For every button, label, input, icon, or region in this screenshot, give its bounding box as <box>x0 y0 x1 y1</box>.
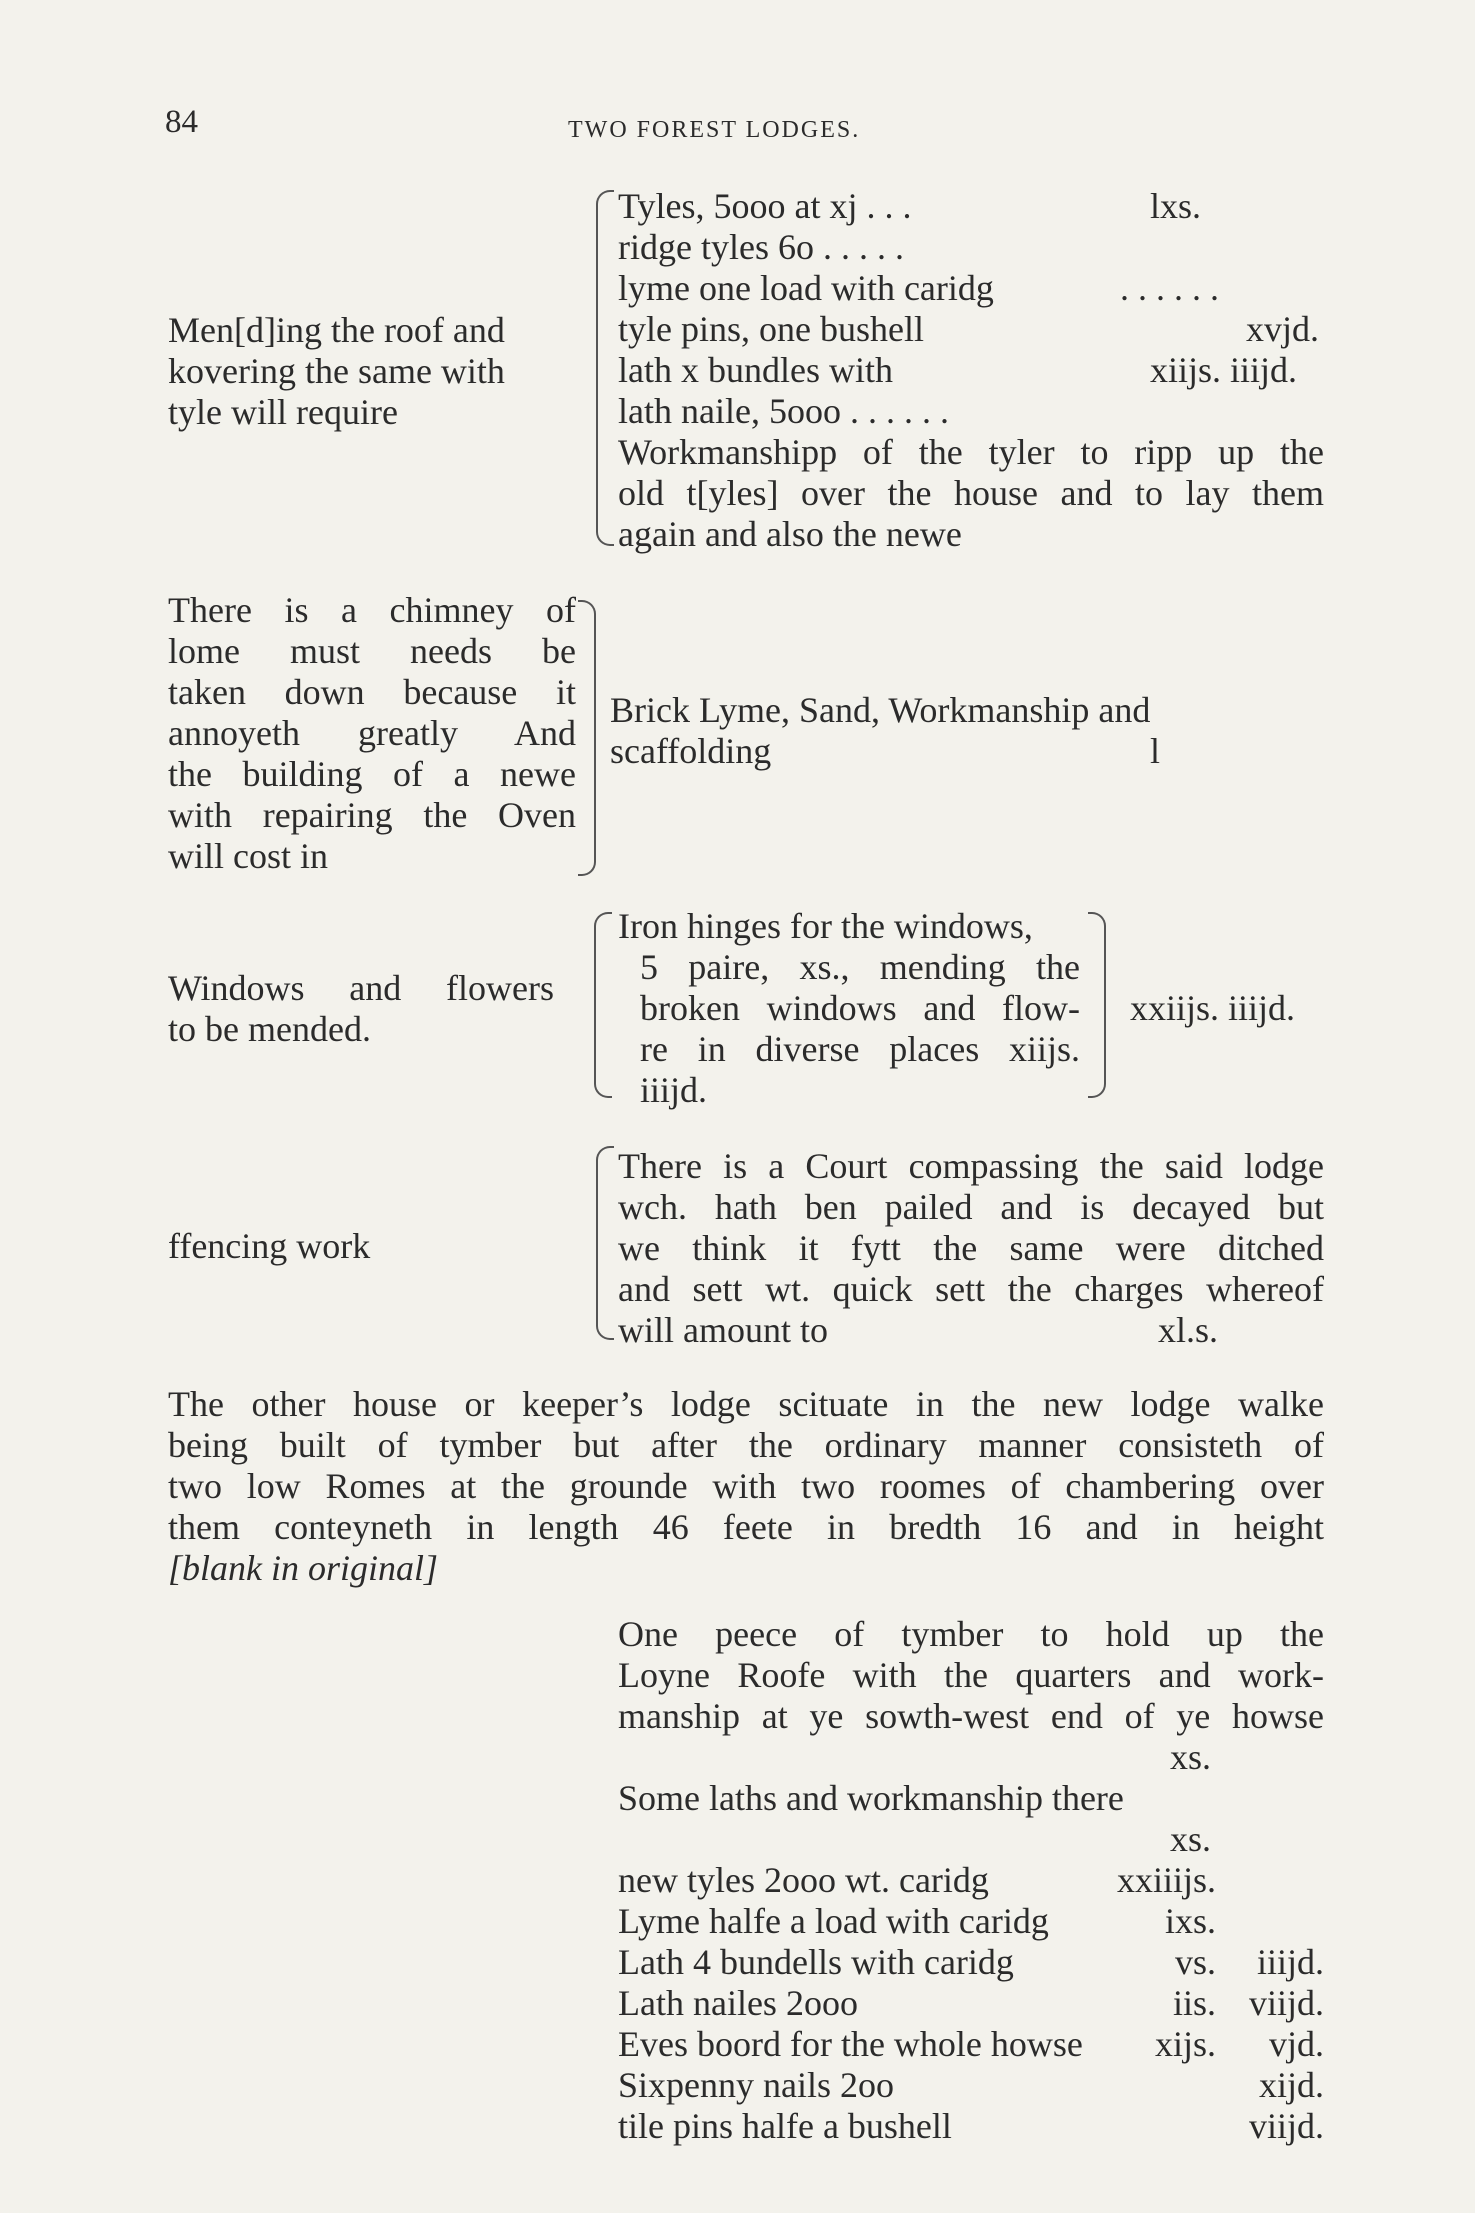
item-text: broken windows and flow- <box>640 988 1080 1028</box>
label-line: annoyeth greatly And <box>168 713 576 753</box>
label-line: taken down because it <box>168 672 576 712</box>
ledger-item: Eves boord for the whole howse <box>618 2024 1083 2064</box>
ledger-pence: iiijd. <box>1256 1942 1324 1982</box>
ledger-pence: xijd. <box>1258 2065 1324 2105</box>
label-line: will cost in <box>168 836 328 876</box>
item-text: Iron hinges for the windows, <box>618 906 1033 946</box>
label-line: Windows and flowers <box>168 968 554 1008</box>
note-line: again and also the newe <box>618 514 962 554</box>
item-text: lath x bundles with <box>618 350 893 390</box>
item-text: re in diverse places xiijs. <box>640 1029 1080 1069</box>
item-text: will amount to <box>618 1310 828 1350</box>
ledger-shillings: iis. <box>1172 1983 1216 2023</box>
item-text: Tyles, 5ooo at xj . . . <box>618 186 912 226</box>
ledger-item: Sixpenny nails 2oo <box>618 2065 894 2105</box>
paragraph-line: two low Romes at the grounde with two roomes of chambering over <box>168 1466 1324 1506</box>
label-line: There is a chimney of <box>168 590 576 630</box>
running-title: TWO FOREST LODGES. <box>568 117 861 143</box>
desc-line: manship at ye sowth-west end of ye howse <box>618 1696 1324 1736</box>
label-line: kovering the same with <box>168 351 505 391</box>
ledger-pence: viijd. <box>1248 1983 1324 2023</box>
item-amount: l <box>1150 731 1161 771</box>
label-line: tyle will require <box>168 392 398 432</box>
item-amount: xiijs. iiijd. <box>1150 350 1298 390</box>
item-text: 5 paire, xs., mending the <box>640 947 1080 987</box>
item-text: iiijd. <box>640 1070 708 1110</box>
desc-line: One peece of tymber to hold up the <box>618 1614 1324 1654</box>
editorial-note: [blank in original] <box>168 1548 439 1588</box>
label-line: Men[d]ing the roof and <box>168 310 505 350</box>
label-line: with repairing the Oven <box>168 795 576 835</box>
label-line: ffencing work <box>168 1226 371 1266</box>
ledger-pence: vjd. <box>1268 2024 1324 2064</box>
item-text: ridge tyles 6o . . . . . <box>618 227 904 267</box>
ledger-item: new tyles 2ooo wt. caridg <box>618 1860 989 1900</box>
item-amount: . . . . . . <box>1120 268 1219 308</box>
ledger-shillings: xijs. <box>1154 2024 1216 2064</box>
ledger-shillings: vs. <box>1174 1942 1216 1982</box>
item-text: tyle pins, one bushell <box>618 309 924 349</box>
item-text: There is a Court compassing the said lodge <box>618 1146 1324 1186</box>
left-brace <box>596 190 614 546</box>
item-text: lath naile, 5ooo . . . . . . <box>618 391 949 431</box>
right-brace <box>578 600 596 876</box>
desc-amount: xs. <box>1170 1737 1212 1777</box>
ledger-shillings: xxiiijs. <box>1116 1860 1216 1900</box>
ledger-item: tile pins halfe a bushell <box>618 2106 952 2146</box>
item-amount: xl.s. <box>1158 1310 1219 1350</box>
paragraph-line: being built of tymber but after the ordinary manner consisteth of <box>168 1425 1324 1465</box>
paragraph-line: them conteyneth in length 46 feete in bredth 16 and in height <box>168 1507 1324 1547</box>
item-text: Brick Lyme, Sand, Workmanship and <box>610 690 1151 730</box>
label-line: lome must needs be <box>168 631 576 671</box>
item-text: we think it fytt the same were ditched <box>618 1228 1324 1268</box>
right-brace <box>1088 912 1106 1098</box>
item-total: xxiijs. iiijd. <box>1130 988 1296 1028</box>
item-text: lyme one load with caridg <box>618 268 994 308</box>
item-text: and sett wt. quick sett the charges whereof <box>618 1269 1324 1309</box>
item-text: scaffolding <box>610 731 772 771</box>
note-line: Workmanshipp of the tyler to ripp up the <box>618 432 1324 472</box>
ledger-pence: viijd. <box>1248 2106 1324 2146</box>
left-brace <box>594 912 612 1098</box>
label-line: to be mended. <box>168 1009 371 1049</box>
ledger-item: Lath 4 bundells with caridg <box>618 1942 1014 1982</box>
page-number: 84 <box>165 104 198 140</box>
ledger-item: Lyme halfe a load with caridg <box>618 1901 1049 1941</box>
item-amount: xvjd. <box>1246 309 1320 349</box>
desc-amount: xs. <box>1170 1819 1212 1859</box>
label-line: the building of a newe <box>168 754 576 794</box>
desc-line: Some laths and workmanship there <box>618 1778 1124 1818</box>
item-text: wch. hath ben pailed and is decayed but <box>618 1187 1324 1227</box>
desc-line: Loyne Roofe with the quarters and work- <box>618 1655 1324 1695</box>
ledger-item: Lath nailes 2ooo <box>618 1983 858 2023</box>
paragraph-line: The other house or keeper’s lodge scituate in the new lodge walke <box>168 1384 1324 1424</box>
ledger-shillings: ixs. <box>1164 1901 1216 1941</box>
note-line: old t[yles] over the house and to lay them <box>618 473 1324 513</box>
item-amount: lxs. <box>1150 186 1202 226</box>
left-brace <box>596 1146 614 1340</box>
